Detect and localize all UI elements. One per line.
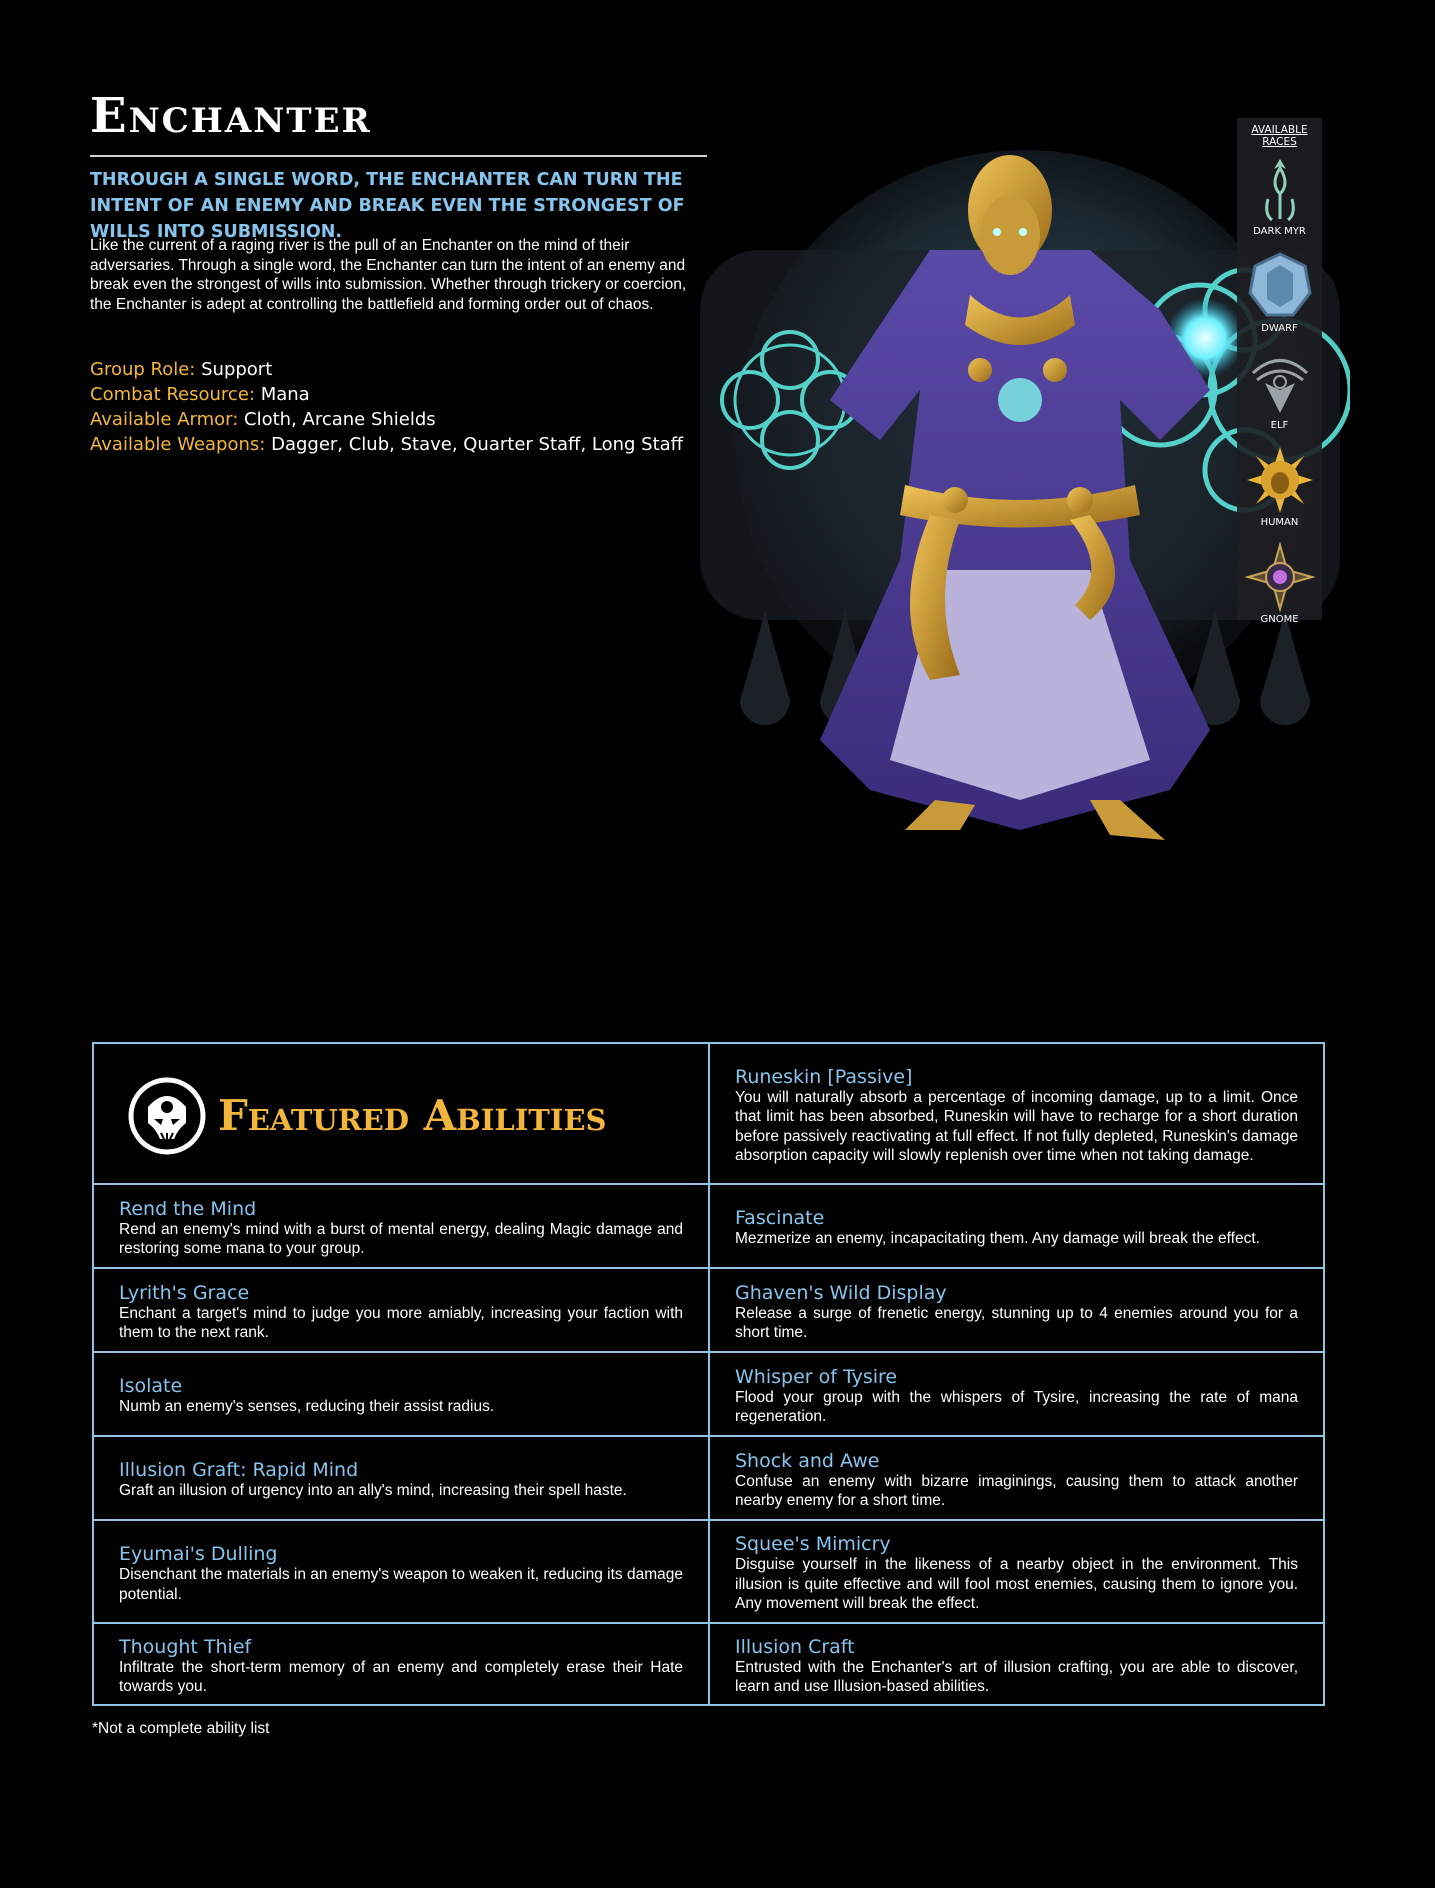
race-dwarf: [1237, 251, 1322, 342]
race-dark-myr: [1237, 154, 1322, 245]
race-elf: [1237, 348, 1322, 439]
race-gnome: [1237, 542, 1322, 633]
featured-abilities-header: [94, 1044, 710, 1185]
ability-name: Illusion Graft: Rapid Mind: [119, 1459, 359, 1482]
ability-description: Disguise yourself in the likeness of a nearby object in the environment. This illusion is quite effective and will fool most enemies, causing them to ignore you. Any movement will break the effect.: [735, 1556, 1298, 1613]
stat-value: Support: [201, 359, 273, 380]
title-divider: [90, 155, 707, 157]
ability-name: Shock and Awe: [735, 1449, 880, 1472]
ability-squees-mimicry: [710, 1521, 1323, 1624]
ability-name: Eyumai's Dulling: [119, 1543, 278, 1565]
ability-description: Confuse an enemy with bizarre imaginings, causing them to attack another nearby enemy for a short time.: [735, 1472, 1298, 1509]
stat-value: Cloth, Arcane Shields: [244, 409, 436, 430]
race-human: [1237, 445, 1322, 536]
class-description: Like the current of a raging river is the pull of an Enchanter on the mind of their adversaries. Through a single word, the Enchanter can turn the intent of an enemy and break even the strongest of wills into submission. Whether through trickery or coercion, the Enchanter is adept at controlling the battlefield and forming order out of chaos.: [90, 237, 687, 313]
stat-label: Available Armor:: [90, 409, 239, 430]
gnome-emblem-icon: [1245, 542, 1315, 612]
available-races-panel: [1237, 118, 1322, 625]
ability-shock-and-awe: [710, 1437, 1323, 1521]
ability-whisper-of-tysire: [710, 1353, 1323, 1437]
ability-description: Infiltrate the short-term memory of an enemy and completely erase their Hate towards you.: [119, 1658, 683, 1695]
ability-thought-thief: [94, 1624, 710, 1704]
race-label: GNOME: [1260, 614, 1299, 625]
ability-name: Rend the Mind: [119, 1197, 257, 1220]
race-label: ELF: [1270, 420, 1289, 431]
ability-name: Squee's Mimicry: [735, 1533, 891, 1556]
elf-emblem-icon: [1247, 348, 1313, 418]
race-label: HUMAN: [1260, 517, 1299, 528]
ability-description: You will naturally absorb a percentage of incoming damage, up to a limit. Once that limit has been absorbed, Runeskin will have to recharge for a short duration before passively reactivating at full effect. If not fully depleted, Runeskin's damage absorption capacity will slowly replenish over time when not taking damage.: [735, 1088, 1298, 1164]
stat-available-armor: [90, 407, 730, 432]
ability-description: Release a surge of frenetic energy, stunning up to 4 enemies around you for a short time.: [735, 1304, 1298, 1341]
ability-name: Runeskin [Passive]: [735, 1065, 913, 1088]
ability-description: Disenchant the materials in an enemy's weapon to weaken it, reducing its damage potential.: [119, 1566, 683, 1603]
ability-description: Numb an enemy's senses, reducing their assist radius.: [119, 1398, 495, 1416]
ability-lyriths-grace: [94, 1269, 710, 1353]
ability-illusion-graft-rapid-mind: [94, 1437, 710, 1521]
ability-name: Whisper of Tysire: [735, 1365, 898, 1388]
race-label: DWARF: [1261, 323, 1298, 334]
class-stats: [90, 357, 730, 457]
ability-name: Fascinate: [735, 1207, 825, 1230]
class-tagline: THROUGH A SINGLE WORD, THE ENCHANTER CAN TURN THE INTENT OF AN ENEMY AND BREAK EVEN THE STRONGEST OF WILLS INTO SUBMISSION.: [90, 170, 685, 242]
races-title: AVAILABLE RACES: [1251, 124, 1308, 148]
ability-rend-the-mind: [94, 1185, 710, 1269]
ability-description: Enchant a target's mind to judge you more amiably, increasing your faction with them to the next rank.: [119, 1304, 683, 1341]
class-title: Enchanter: [90, 88, 372, 144]
stat-value: Dagger, Club, Stave, Quarter Staff, Long Staff: [271, 434, 684, 455]
stat-label: Combat Resource:: [90, 384, 255, 405]
stat-combat-resource: [90, 382, 730, 407]
dwarf-emblem-icon: [1247, 251, 1313, 321]
human-emblem-icon: [1245, 445, 1315, 515]
footnote: *Not a complete ability list: [92, 1720, 270, 1737]
enchanter-mask-icon: [128, 1077, 206, 1155]
ability-description: Graft an illusion of urgency into an ally's mind, increasing their spell haste.: [119, 1482, 627, 1500]
ability-description: Rend an enemy's mind with a burst of mental energy, dealing Magic damage and restoring some mana to your group.: [119, 1220, 683, 1257]
ability-description: Entrusted with the Enchanter's art of illusion crafting, you are able to discover, learn and use Illusion-based abilities.: [735, 1658, 1298, 1695]
dark-myr-emblem-icon: [1250, 154, 1310, 224]
ability-name: Isolate: [119, 1375, 183, 1398]
ability-name: Ghaven's Wild Display: [735, 1281, 947, 1304]
ability-name: Illusion Craft: [735, 1635, 855, 1658]
stat-label: Available Weapons:: [90, 434, 266, 455]
ability-name: Lyrith's Grace: [119, 1281, 250, 1304]
ability-runeskin: [710, 1044, 1323, 1185]
ability-ghavens-wild-display: [710, 1269, 1323, 1353]
stat-value: Mana: [260, 384, 310, 405]
ability-description: Mezmerize an enemy, incapacitating them. Any damage will break the effect.: [735, 1230, 1260, 1248]
stat-available-weapons: [90, 432, 730, 457]
stat-label: Group Role:: [90, 359, 196, 380]
ability-illusion-craft: [710, 1624, 1323, 1704]
ability-name: Thought Thief: [119, 1635, 252, 1658]
ability-eyumais-dulling: [94, 1521, 710, 1624]
featured-abilities-title: Featured Abilities: [218, 1091, 607, 1140]
ability-description: Flood your group with the whispers of Tysire, increasing the rate of mana regeneration.: [735, 1388, 1298, 1425]
ability-fascinate: [710, 1185, 1323, 1269]
featured-abilities-table: [92, 1042, 1325, 1706]
stat-group-role: [90, 357, 730, 382]
ability-isolate: [94, 1353, 710, 1437]
race-label: DARK MYR: [1253, 226, 1306, 237]
